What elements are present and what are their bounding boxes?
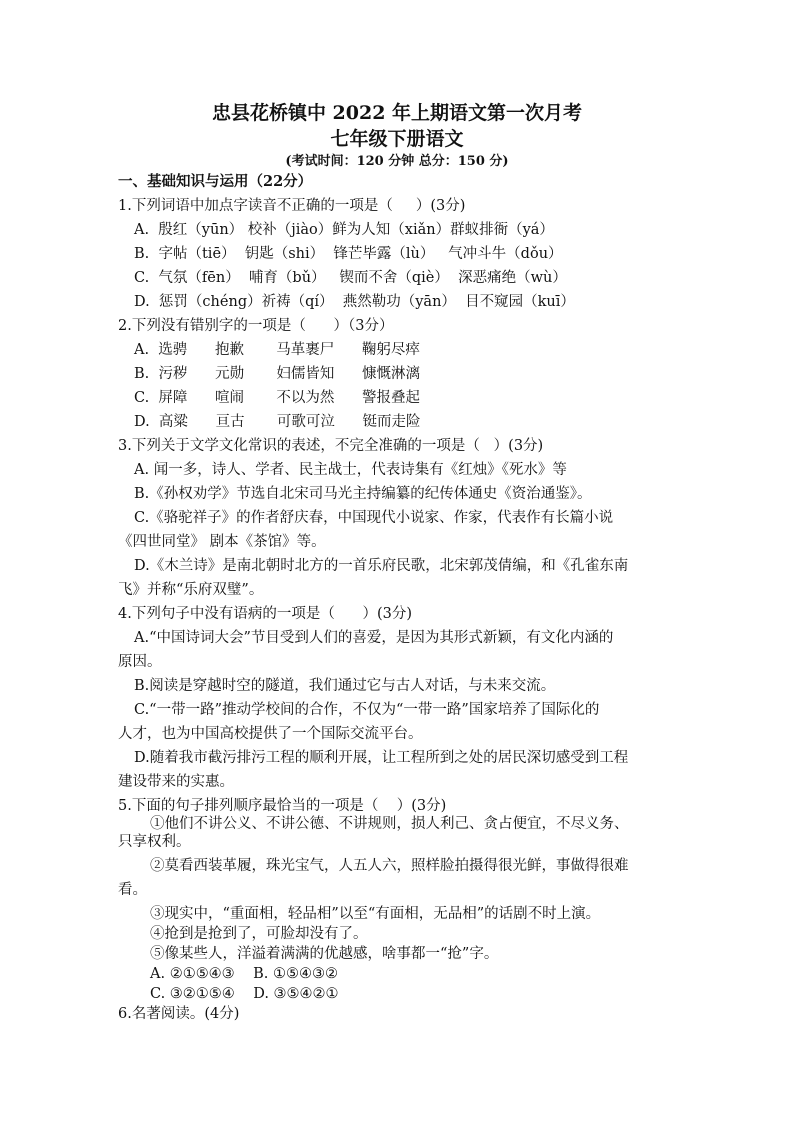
exam-info: (考试时间：120 分钟 总分：150 分) (285, 154, 509, 169)
q4-option-c-line1: C.“一带一路”推动学校间的合作，不仅为“一带一路”国家培养了国际化的 (134, 702, 600, 718)
q3-option-d-line2: 飞》并称“乐府双璧”。 (118, 582, 264, 598)
q3-option-c-line1: C.《骆驼祥子》的作者舒庆春，中国现代小说家、作家，代表作有长篇小说 (134, 510, 614, 526)
q2-option-a: A. 选骋 抱歉 马革裹尸 鞠躬尽瘁 (134, 342, 420, 358)
q4-option-d-line2: 建设带来的实惠。 (118, 774, 234, 790)
q5-sentence-5: ⑤像某些人，洋溢着满满的优越感，啥事都一“抢”字。 (150, 946, 499, 962)
q3-option-c-line2: 《四世同堂》 剧本《茶馆》等。 (118, 534, 326, 550)
q1-option-d: D. 惩罚（chéng）祈祷（qí） 燕然勒功（yān） 目不窥园（kuī） (134, 294, 575, 310)
q3-option-a: A. 闻一多，诗人、学者、民主战士，代表诗集有《红烛》《死水》等 (134, 462, 567, 478)
q1-option-a: A. 殷红（yūn） 校补（jiào）鲜为人知（xiǎn）群蚁排衙（yá） (134, 222, 554, 238)
exam-subtitle: 七年级下册语文 (330, 128, 464, 150)
q4-option-a-line2: 原因。 (118, 654, 162, 670)
q2-stem: 2.下列没有错别字的一项是（ ）（3分） (118, 318, 394, 334)
q5-sentence-2-line2: 看。 (118, 882, 147, 898)
q5-sentence-1-line2: 只享权利。 (118, 834, 191, 850)
exam-title: 忠县花桥镇中 2022 年上期语文第一次月考 (211, 102, 583, 124)
section-heading: 一、基础知识与运用（22分） (118, 173, 313, 190)
q5-options-cd: C. ③②①⑤④ D. ③⑤④②① (150, 986, 339, 1002)
q5-sentence-3: ③现实中，“重面相，轻品相”以至“有面相，无品相”的话剧不时上演。 (150, 906, 601, 922)
q3-option-b: B.《孙权劝学》节选自北宋司马光主持编纂的纪传体通史《资治通鉴》。 (134, 486, 592, 502)
q4-stem: 4.下列句子中没有语病的一项是（ ）(3分) (118, 606, 413, 622)
q5-sentence-2-line1: ②莫看西装革履，珠光宝气，人五人六，照样脸拍摄得很光鲜，事做得很难 (150, 858, 629, 874)
q4-option-d-line1: D.随着我市截污排污工程的顺利开展，让工程所到之处的居民深切感受到工程 (134, 750, 629, 766)
q6-stem: 6.名著阅读。(4分) (118, 1006, 240, 1022)
q1-option-c: C. 气氛（fēn） 哺育（bǔ） 锲而不舍（qiè） 深恶痛绝（wù） (134, 270, 567, 286)
q4-option-c-line2: 人才，也为中国高校提供了一个国际交流平台。 (118, 726, 423, 742)
q1-stem: 1.下列词语中加点字读音不正确的一项是（ ）(3分) (118, 198, 466, 214)
q3-stem: 3.下列关于文学文化常识的表述，不完全准确的一项是（ ）(3分) (118, 438, 544, 454)
q3-option-d-line1: D.《木兰诗》是南北朝时北方的一首乐府民歌，北宋郭茂倩编，和《孔雀东南 (134, 558, 629, 574)
q5-stem: 5.下面的句子排列顺序最恰当的一项是（ ）(3分) (118, 798, 447, 814)
q2-option-d: D. 高粱 亘古 可歌可泣 铤而走险 (134, 414, 421, 430)
q5-sentence-4: ④抢到是抢到了，可脸却没有了。 (150, 926, 368, 942)
q5-options-ab: A. ②①⑤④③ B. ①⑤④③② (150, 966, 338, 982)
q4-option-b: B.阅读是穿越时空的隧道，我们通过它与古人对话，与未来交流。 (134, 678, 556, 694)
q5-sentence-1-line1: ①他们不讲公义、不讲公德、不讲规则，损人利己、贪占便宜，不尽义务、 (150, 816, 629, 832)
q2-option-c: C. 屏障 喧闹 不以为然 警报叠起 (134, 390, 420, 406)
q2-option-b: B. 污秽 元勋 妇儒皆知 慷慨淋漓 (134, 366, 421, 382)
q1-option-b: B. 字帖（tiē） 钥匙（shi） 锋芒毕露（lù） 气冲斗牛（dǒu） (134, 246, 563, 262)
q4-option-a-line1: A.“中国诗词大会”节目受到人们的喜爱，是因为其形式新颖，有文化内涵的 (134, 630, 614, 646)
